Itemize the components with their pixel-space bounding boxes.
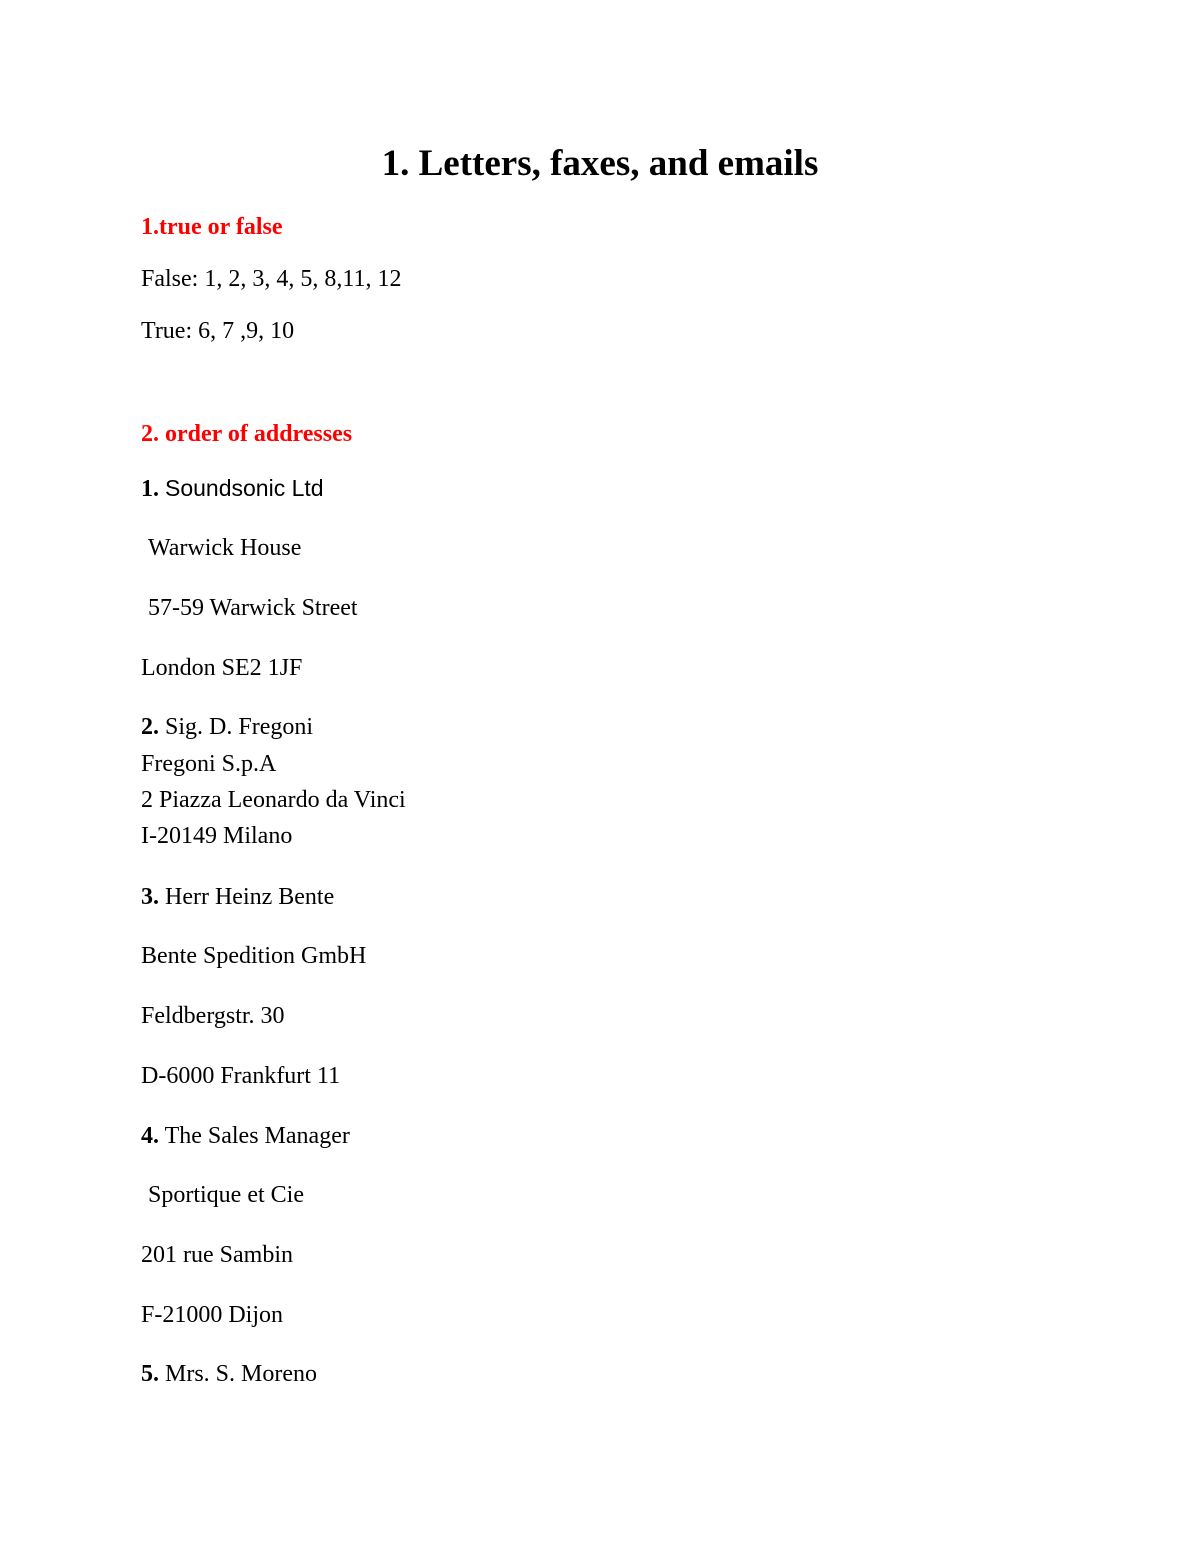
address-text: Mrs. S. Moreno: [165, 1361, 318, 1387]
address-4-line-3: 201 rue Sambin: [141, 1242, 293, 1268]
address-number: 3.: [141, 884, 159, 910]
address-4-line-4: F-21000 Dijon: [141, 1302, 284, 1328]
address-text: Herr Heinz Bente: [165, 884, 335, 910]
address-4-line-1: [141, 1120, 350, 1152]
address-2-line-4: I-20149 Milano: [141, 823, 293, 849]
address-3-line-1: [141, 881, 334, 913]
address-4-line-2: Sportique et Cie: [148, 1182, 304, 1208]
true-answers: True: 6, 7 ,9, 10: [141, 318, 295, 344]
address-1-line-4: London SE2 1JF: [141, 655, 303, 681]
address-3-line-2: Bente Spedition GmbH: [141, 943, 367, 969]
address-2-line-1: [141, 711, 313, 743]
false-answers: False: 1, 2, 3, 4, 5, 8,11, 12: [141, 266, 402, 292]
address-3-line-3: Feldbergstr. 30: [141, 1003, 285, 1029]
section-heading-order-of-addresses: 2. order of addresses: [141, 421, 353, 447]
address-number: 4.: [141, 1123, 159, 1149]
address-1-line-3: 57-59 Warwick Street: [148, 595, 358, 621]
address-text: Sig. D. Fregoni: [165, 714, 314, 740]
section-heading-true-false: 1.true or false: [141, 214, 283, 240]
address-1-line-2: Warwick House: [148, 535, 302, 561]
address-2-line-3: 2 Piazza Leonardo da Vinci: [141, 787, 406, 813]
address-number: 5.: [141, 1361, 159, 1387]
address-text: Soundsonic Ltd: [165, 475, 324, 501]
address-1-line-1: [141, 472, 324, 505]
address-3-line-4: D-6000 Frankfurt 11: [141, 1063, 341, 1089]
address-5-line-1: [141, 1358, 317, 1390]
address-text: The Sales Manager: [164, 1123, 350, 1149]
address-number: 1.: [141, 476, 159, 502]
page-title: 1. Letters, faxes, and emails: [381, 143, 819, 184]
address-number: 2.: [141, 714, 159, 740]
address-2-line-2: Fregoni S.p.A: [141, 751, 277, 777]
